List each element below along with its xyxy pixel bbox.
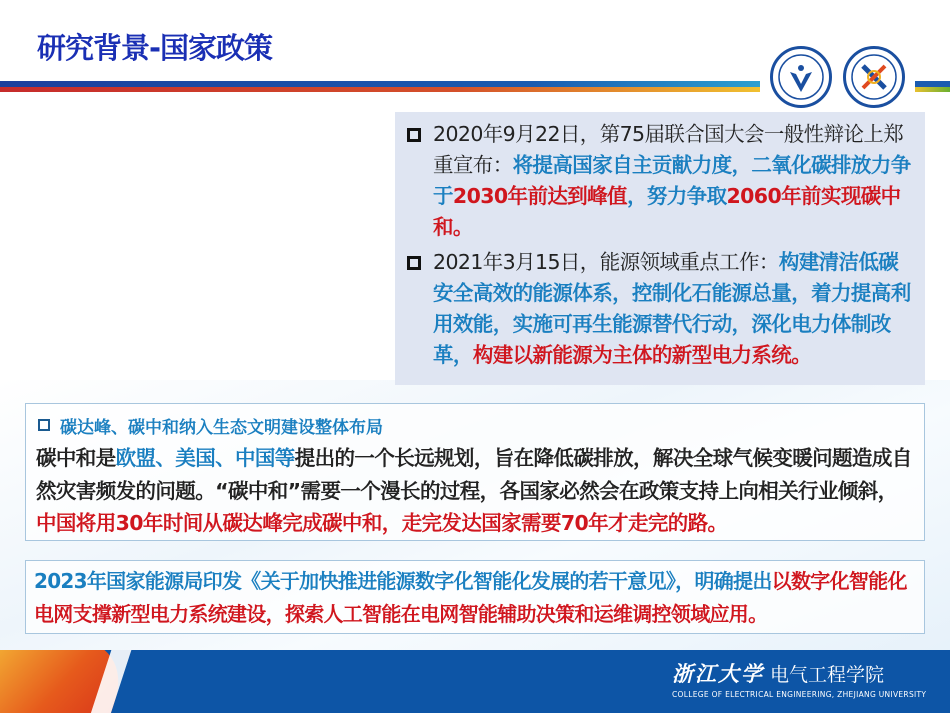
policy-item-2021	[403, 247, 917, 371]
college-name-en: COLLEGE OF ELECTRICAL ENGINEERING, ZHEJIANG UNIVERSITY	[672, 690, 927, 699]
college-logo-icon	[843, 46, 905, 108]
energy-digitalization-box	[25, 560, 925, 634]
text-segment: 2020年9月22日，第75届联合国大会一般性辩论上郑重宣布：	[433, 122, 904, 177]
text-segment: 构建清洁低碳安全高效的能源体系，控制化石能源总量，着力提高利用效能，实施可再生能源替代行动，深化电力体制改革，	[433, 250, 911, 367]
section-heading	[36, 410, 914, 440]
text-segment: 提出的一个长远规划，旨在降低碳排放，解决全球气候变暖问题造成自然灾害频发的问题。“碳中和”需要一个漫长的过程，各国家必然会在政策支持上向相关行业倾斜，	[36, 446, 912, 503]
policy-item-2020	[403, 119, 917, 243]
page-title: 研究背景-国家政策	[37, 31, 273, 65]
policy-text	[433, 247, 917, 371]
text-segment: 欧盟、美国、中国等	[115, 446, 295, 470]
policy-text	[433, 119, 917, 243]
college-name: 电气工程学院	[770, 664, 885, 686]
text-segment: 构建以新能源为主体的新型电力系统。	[472, 343, 812, 367]
text-segment: 2021年3月15日，能源领域重点工作：	[433, 250, 779, 274]
text-segment: 2030年前达到峰值	[452, 184, 627, 208]
square-bullet-icon	[407, 128, 421, 142]
text-segment: ，努力争取	[626, 184, 727, 208]
text-segment: 中国将用30年时间从碳达峰完成碳中和，走完发达国家需要70年才走完的路。	[36, 511, 728, 535]
text-segment: 2023年国家能源局印发《关于加快推进能源数字化智能化发展的若干意见》，明确提出	[34, 569, 772, 593]
footer-banner	[0, 650, 950, 713]
text-segment: 碳中和是	[36, 446, 116, 470]
square-bullet-icon	[407, 256, 421, 270]
zhejiang-university-logo-icon	[770, 46, 832, 108]
footer-logo	[672, 658, 926, 699]
square-bullet-icon	[38, 419, 50, 431]
section-body	[36, 442, 914, 540]
policy-box	[395, 112, 925, 385]
heading-text: 碳达峰、碳中和纳入生态文明建设整体布局	[60, 417, 383, 438]
text-segment: 将提高国家自主贡献力度，二氧化碳排放力争于	[433, 153, 911, 208]
text-segment: 以数字化智能化电网支撑新型电力系统建设，探索人工智能在电网智能辅助决策和运维调控领域应用。	[34, 569, 907, 626]
text-segment: 2060年前实现碳中和。	[433, 184, 901, 239]
carbon-neutral-box	[25, 403, 925, 541]
university-name: 浙江大学	[672, 661, 764, 686]
